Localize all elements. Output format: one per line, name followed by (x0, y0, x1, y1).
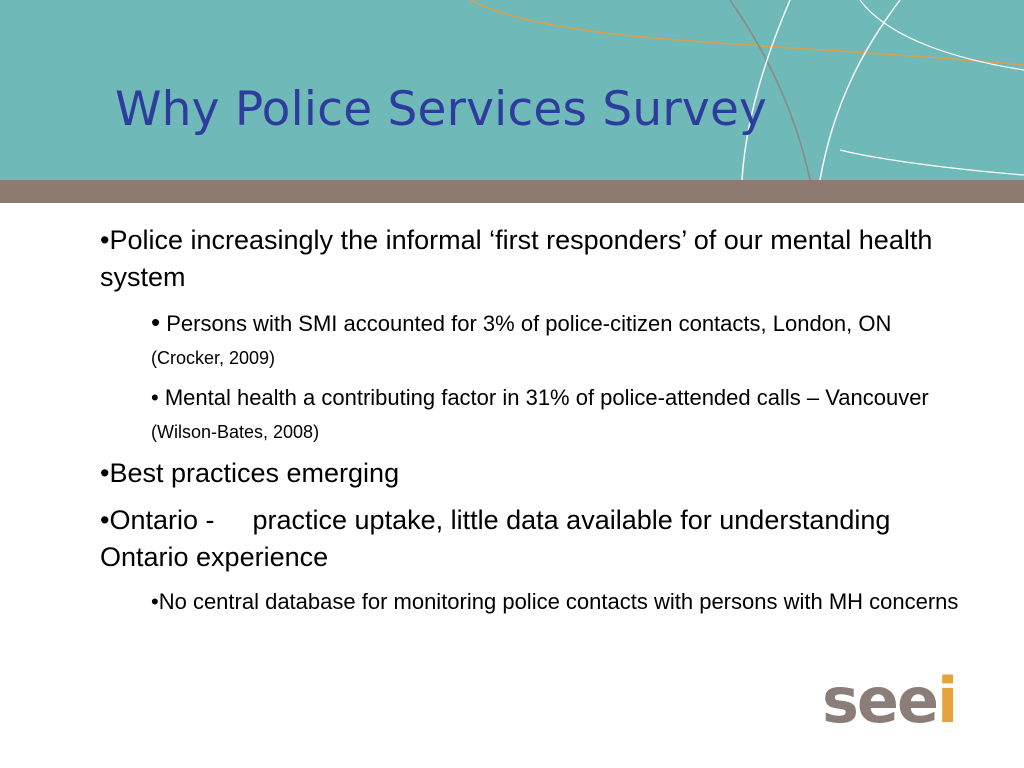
citation-crocker: (Crocker, 2009) (151, 348, 276, 368)
sub-bullet-calls-text: • Mental health a contributing factor in 31% of police-attended calls – Vancouver (151, 385, 929, 410)
sub-bullet-mental-health-calls (151, 381, 970, 449)
citation-wilson-bates: (Wilson-Bates, 2008) (151, 422, 320, 442)
bullet-ontario (100, 502, 970, 576)
slide-content (100, 222, 970, 624)
page-title: Why Police Services Survey (115, 82, 768, 137)
logo-text-accent: i (937, 664, 957, 737)
bullet-ontario-text: practice uptake, little data available for understanding Ontario experience (100, 505, 891, 572)
bullet-dot: • (151, 307, 161, 337)
bullet-first-responders: •Police increasingly the informal ‘first responders’ of our mental health system (100, 225, 933, 292)
logo-text-main: see (822, 664, 938, 737)
bullet-ontario-label: •Ontario - (100, 505, 215, 535)
seei-logo (822, 664, 956, 737)
bullet-best-practices: •Best practices emerging (100, 458, 400, 488)
slide-header (0, 0, 1024, 180)
sub-bullet-smi-text: Persons with SMI accounted for 3% of police-citizen contacts, London, ON (166, 311, 892, 336)
sub-bullet-no-database: •No central database for monitoring police contacts with persons with MH concerns (151, 589, 959, 614)
sub-bullet-smi-contacts (151, 306, 970, 375)
header-band (0, 180, 1024, 203)
